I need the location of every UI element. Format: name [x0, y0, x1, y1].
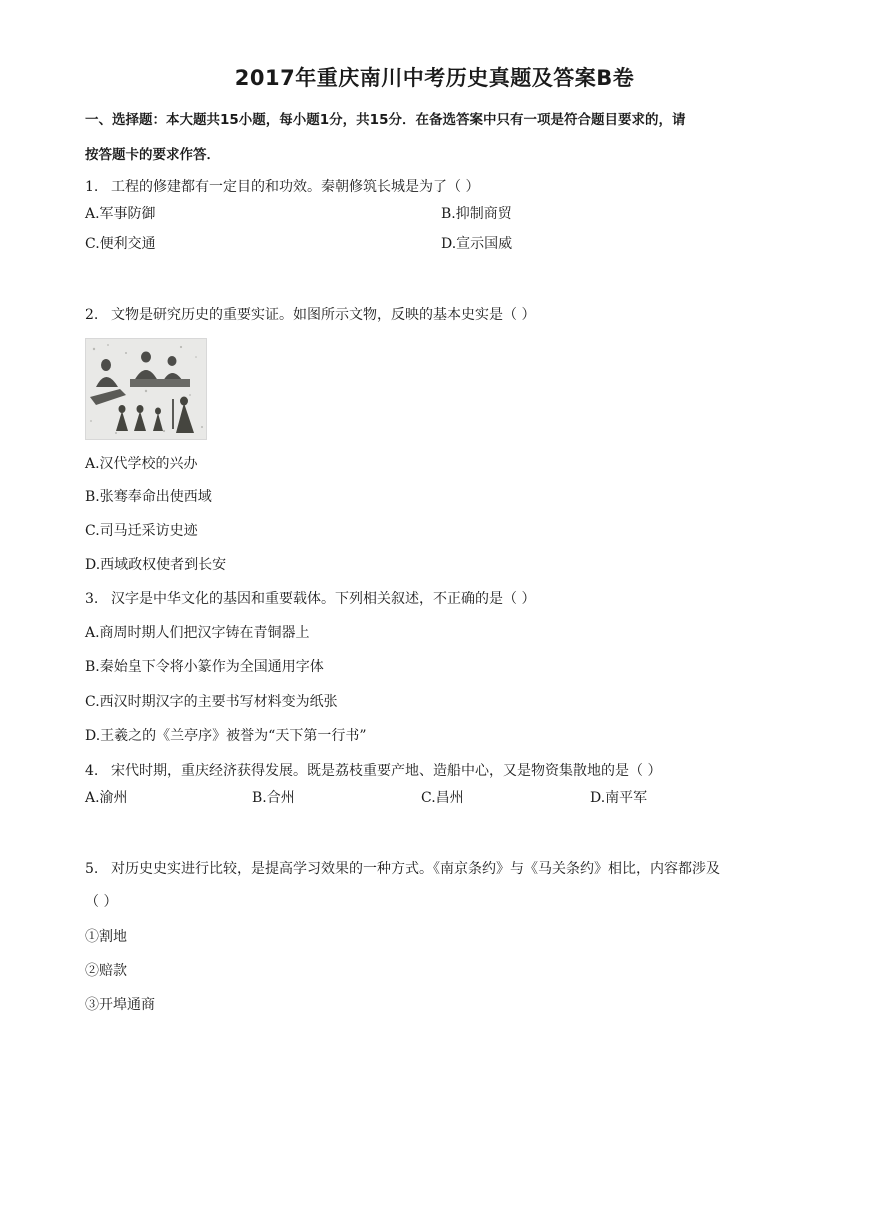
q5-item-2: ②赔款: [85, 963, 127, 979]
question-4-text: 宋代时期，重庆经济获得发展。既是荔枝重要产地、造船中心，又是物资集散地的是（ ）: [111, 763, 662, 779]
q2-option-a[interactable]: A.汉代学校的兴办: [85, 456, 198, 472]
question-4-number: 4.: [85, 763, 99, 779]
q2-option-d[interactable]: D.西域政权使者到长安: [85, 557, 227, 573]
q1-option-b[interactable]: B.抑制商贸: [441, 206, 512, 222]
question-3: [85, 590, 535, 608]
q4-option-b[interactable]: B.合州: [252, 790, 295, 806]
q4-option-d[interactable]: D.南平军: [590, 790, 648, 806]
q2-option-b[interactable]: B.张骞奉命出使西域: [85, 489, 212, 505]
section-heading-line1: 一、选择题：本大题共15小题，每小题1分，共15分．在备选答案中只有一项是符合题目要求的，请: [85, 112, 686, 128]
question-5-text: 对历史史实进行比较，是提高学习效果的一种方式。《南京条约》与《马关条约》相比，内容都涉及: [111, 861, 720, 877]
q3-option-b[interactable]: B.秦始皇下令将小篆作为全国通用字体: [85, 659, 324, 675]
q3-option-a[interactable]: A.商周时期人们把汉字铸在青铜器上: [85, 625, 310, 641]
q1-option-d[interactable]: D.宣示国威: [441, 236, 513, 252]
question-4: [85, 762, 661, 780]
q3-option-c[interactable]: C.西汉时期汉字的主要书写材料变为纸张: [85, 694, 338, 710]
question-2-number: 2.: [85, 307, 99, 323]
q2-option-c[interactable]: C.司马迁采访史迹: [85, 523, 198, 539]
q1-option-c[interactable]: C.便利交通: [85, 236, 156, 252]
q3-option-d[interactable]: D.王羲之的《兰亭序》被誉为“天下第一行书”: [85, 728, 367, 744]
section-heading-line2: 按答题卡的要求作答．: [85, 147, 220, 163]
question-5: [85, 860, 720, 878]
q4-option-a[interactable]: A.渝州: [85, 790, 128, 806]
question-3-text: 汉字是中华文化的基因和重要载体。下列相关叙述，不正确的是（ ）: [111, 591, 536, 607]
q4-option-c[interactable]: C.昌州: [421, 790, 464, 806]
question-1: [85, 178, 479, 196]
question-2: [85, 306, 535, 324]
q5-item-3: ③开埠通商: [85, 997, 155, 1013]
mural-illustration: [86, 339, 206, 439]
question-5-number: 5.: [85, 861, 99, 877]
question-1-number: 1.: [85, 179, 99, 195]
q5-item-1: ①割地: [85, 929, 127, 945]
question-3-number: 3.: [85, 591, 99, 607]
question-5-text-continued: （ ）: [85, 894, 118, 910]
artifact-mural-image: [85, 338, 207, 440]
q1-option-a[interactable]: A.军事防御: [85, 206, 156, 222]
question-2-text: 文物是研究历史的重要实证。如图所示文物，反映的基本史实是（ ）: [111, 307, 536, 323]
question-1-text: 工程的修建都有一定目的和功效。秦朝修筑长城是为了（ ）: [111, 179, 480, 195]
page-title: 2017年重庆南川中考历史真题及答案B卷: [234, 66, 635, 90]
